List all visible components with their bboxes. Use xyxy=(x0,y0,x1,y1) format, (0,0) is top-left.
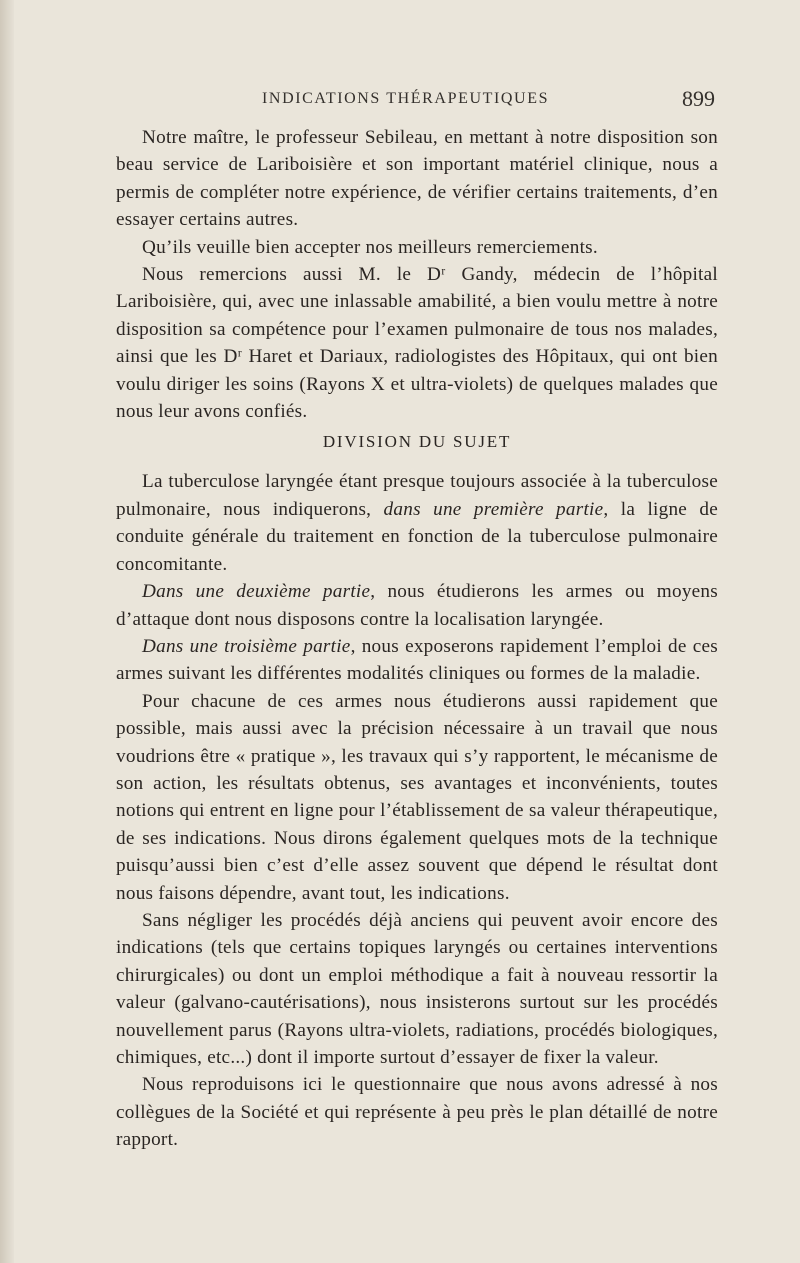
paragraph-second-part xyxy=(116,578,718,633)
page-number: 899 xyxy=(682,86,715,111)
paragraph-procedures: Sans négliger les procédés déjà anciens qui peuvent avoir encore des indications (tels que certains topiques laryngés ou certaines interventions chirurgicales) ou dont un emploi méthodique a fait à nouveau ressortir la valeur (galvano-cautérisations), nous insisterons surtout sur les procédés nouvellement parus (Rayons ultra-violets, radiations, procédés biologiques, chimiques, etc...) dont il importe surtout d’essayer de fixer la valeur. xyxy=(116,909,718,1068)
paragraph-text: La tuberculose laryngée étant presque toujours associée à la tuberculose pulmonaire, nous indiquerons, xyxy=(116,471,718,520)
paragraph-questionnaire: Nous reproduisons ici le questionnaire que nous avons adressé à nos collègues de la Société et qui représente à peu près le plan détaillé de notre rapport. xyxy=(116,1074,718,1151)
paragraph-text: , nous étudierons les armes ou moyens d’attaque dont nous disposons contre la localisation laryngée. xyxy=(116,581,718,630)
emphasis-third-part: Dans une troisième partie xyxy=(142,635,351,657)
running-title: INDICATIONS THÉRAPEUTIQUES xyxy=(262,90,550,107)
section-heading: DIVISION DU SUJET xyxy=(322,432,512,452)
emphasis-second-part: Dans une deuxième partie xyxy=(142,581,371,603)
paragraph-first-part xyxy=(116,468,718,578)
emphasis-first-part: dans une première partie xyxy=(383,498,604,520)
paragraph-third-part xyxy=(116,633,718,688)
paragraph-text: , nous exposerons rapidement l’emploi de ces armes suivant les différentes modalités cliniques ou formes de la maladie. xyxy=(116,635,718,685)
paragraph-thanks: Qu’ils veuille bien accepter nos meilleurs remerciements. xyxy=(142,236,598,258)
paragraph-acknowledgement-sebileau: Notre maître, le professeur Sebileau, en mettant à notre disposition son beau service de Lariboisière et son important matériel clinique, nous a permis de compléter notre expérience, de vérifier certains traitements, d’en essayer certains autres. xyxy=(116,127,718,231)
paragraph-method: Pour chacune de ces armes nous étudierons aussi rapidement que possible, mais aussi avec la précision nécessaire à un travail que nous voudrions être « pratique », les travaux qui s’y rapportent, le mécanisme de son action, les résultats obtenus, ses avantages et inconvénients, toutes notions qui entrent en ligne pour l’établissement de sa valeur thérapeutique, de ses indications. Nous dirons également quelques mots de la technique puisqu’aussi bien c’est d’elle assez souvent que dépend le résultat dont nous faisons dépendre, avant tout, les indications. xyxy=(116,690,718,904)
paragraph-acknowledgement-gandy: Nous remercions aussi M. le Dʳ Gandy, médecin de l’hôpital Lariboisière, qui, avec une inlassable amabilité, a bien voulu mettre à notre disposition sa compétence pour l’examen pulmonaire de tous nos malades, ainsi que les Dʳ Haret et Dariaux, radiologistes des Hôpitaux, qui ont bien voulu diriger les soins (Rayons X et ultra-violets) de quelques malades que nous leur avons confiés. xyxy=(116,264,718,423)
paragraph-text: , la ligne de conduite générale du traitement en fonction de la tuberculose pulmonaire concomitante. xyxy=(116,498,719,575)
page-header xyxy=(0,88,800,116)
page-body xyxy=(116,124,718,1154)
page-gutter-shadow xyxy=(0,0,14,1263)
